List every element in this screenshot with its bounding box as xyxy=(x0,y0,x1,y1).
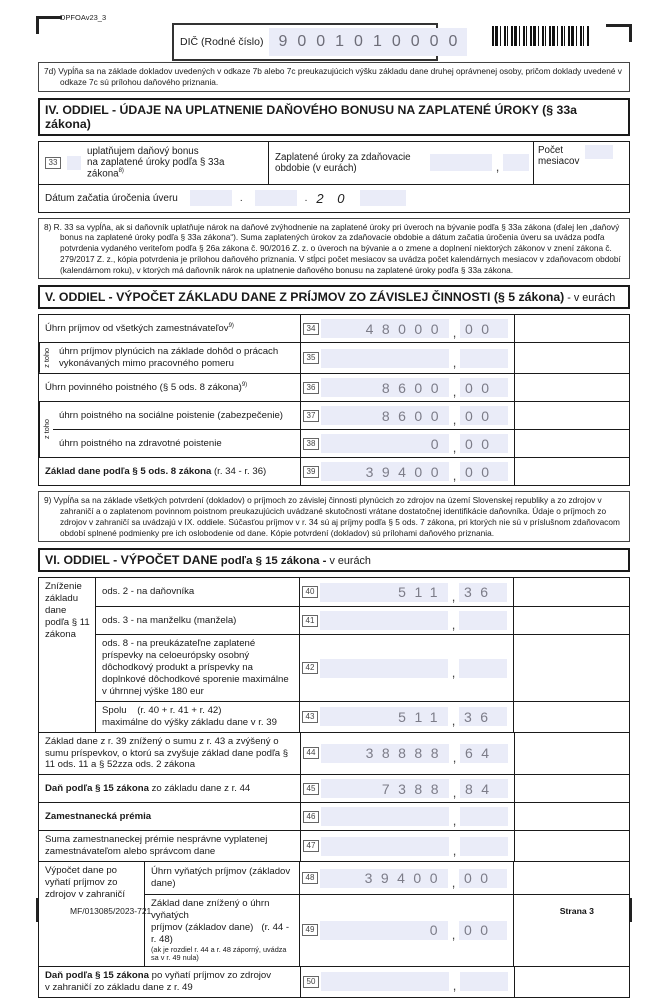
row-number-badge-50: 50 xyxy=(303,976,319,988)
row-number-badge-48: 48 xyxy=(302,872,318,884)
row-47-label-cell: Suma zamestnaneckej prémie nesprávne vyplatenej zamestnávateľom alebo správcom dane xyxy=(39,831,301,861)
decimal-comma: , xyxy=(452,468,457,484)
row-44-label-cell: Základ dane z r. 39 znížený o sumu z r. 43 a zvýšený o sumu príspevkov, o ktorú sa zvyšuje základ dane podľa § 11 ods. 11 a § 52zza ods. 2 zákona xyxy=(39,733,301,775)
decimal-comma: , xyxy=(452,325,457,341)
section6-table xyxy=(38,577,630,997)
row-36 xyxy=(39,373,629,401)
dic-value: 9001010000 xyxy=(278,33,468,50)
row-39-cent-input[interactable]: 00 xyxy=(460,462,508,481)
row-number-badge-35: 35 xyxy=(303,352,319,364)
row-45-euro-input[interactable]: 7388 xyxy=(321,779,449,798)
decimal-comma: , xyxy=(452,978,457,994)
row-35 xyxy=(39,342,629,373)
row-36-euro-input[interactable]: 8600 xyxy=(321,378,449,397)
row-43-cent-input[interactable]: 36 xyxy=(459,707,507,726)
form-version-code: DPFOAv23_3 xyxy=(60,13,107,22)
bonus-checkbox[interactable] xyxy=(67,156,81,170)
row-42 xyxy=(96,634,629,700)
row-number-badge-45: 45 xyxy=(303,783,319,795)
form-body xyxy=(38,62,630,998)
row-48-cent-input[interactable]: 00 xyxy=(459,869,507,888)
months-count-cell xyxy=(534,142,629,184)
row-39 xyxy=(39,457,629,485)
note-7d-text: 7d) Vypĺňa sa na základe dokladov uvedených v odkaze 7b alebo 7c preukazujúcich výšku základu dane druhej oprávnenej osoby, pričom doklady uvedené v odkaze 7c sú prílohou daňového priznania. xyxy=(44,66,622,87)
section6-header: VI. ODDIEL - VÝPOČET DANE podľa § 15 zákona - v eurách xyxy=(38,548,630,572)
row-number-badge-41: 41 xyxy=(302,615,318,627)
paid-interest-cell xyxy=(269,142,534,184)
ztoho-label: z toho xyxy=(39,402,53,457)
paid-interest-cent-input[interactable] xyxy=(503,154,529,171)
decimal-comma: , xyxy=(452,749,457,765)
row-41 xyxy=(96,606,629,634)
corner-mark-top-right xyxy=(606,24,632,42)
row-39-label-cell: Základ dane podľa § 5 ods. 8 zákona (r. 34 - r. 36) xyxy=(39,458,301,485)
row-number-badge-36: 36 xyxy=(303,382,319,394)
decimal-comma: , xyxy=(451,874,456,890)
row-46-cent-input[interactable] xyxy=(460,807,508,826)
row-39-euro-input[interactable]: 39400 xyxy=(321,462,449,481)
row-48-label-cell: Úhrn vyňatých príjmov (základov dane) xyxy=(145,862,300,894)
note-9 xyxy=(38,491,630,542)
row-number-badge-44: 44 xyxy=(303,747,319,759)
row-49-label-cell: Základ dane znížený o úhrn vyňatých príjmov (základov dane) (r. 44 - r. 48) (ak je rozdiel r. 44 a r. 48 záporný, uvádza sa v r. 49 nula) xyxy=(145,895,300,966)
row-38-cent-input[interactable]: 00 xyxy=(460,434,508,453)
row-46-spare-cell xyxy=(514,803,629,830)
loan-date-year-input[interactable] xyxy=(360,190,406,206)
row-48-euro-input[interactable]: 39400 xyxy=(320,869,448,888)
row-40-cent-input[interactable]: 36 xyxy=(459,583,507,602)
ministry-form-number: MF/013085/2023-721 xyxy=(70,906,152,916)
row-43-label-cell: Spolu (r. 40 + r. 41 + r. 42) maximálne do výšky základu dane v r. 39 xyxy=(96,702,300,732)
months-count-label: Počet mesiacov xyxy=(538,144,580,167)
row-37-euro-input[interactable]: 8600 xyxy=(321,406,449,425)
section5-title-suffix: - v eurách xyxy=(564,292,616,305)
footnote-ref-9: 9) xyxy=(241,381,248,388)
decimal-comma: , xyxy=(451,664,456,680)
row-34-label-cell: Úhrn príjmov od všetkých zamestnávateľov$^{9)}$ xyxy=(39,315,301,342)
decimal-comma: , xyxy=(452,842,457,858)
row-number-badge-33: 33 xyxy=(45,157,61,169)
dic-box xyxy=(172,23,468,61)
note-8 xyxy=(38,218,630,280)
row-36-cent-input[interactable]: 00 xyxy=(460,378,508,397)
row-43 xyxy=(96,701,629,732)
group-label-s11: Zníženie základu dane podľa § 11 zákona xyxy=(39,578,96,731)
decimal-comma: , xyxy=(495,159,500,175)
row-37-label-cell: úhrn poistného na sociálne poistenie (zabezpečenie) xyxy=(53,402,301,429)
row-45-spare-cell xyxy=(514,775,629,802)
date-separator: . xyxy=(239,192,243,204)
row-41-label-cell: ods. 3 - na manželku (manžela) xyxy=(96,607,300,634)
row-50-spare-cell xyxy=(514,967,629,997)
row-46-euro-input[interactable] xyxy=(321,807,449,826)
paid-interest-euro-input[interactable] xyxy=(430,154,492,171)
note-9-text: 9) Vypĺňa sa na základe všetkých potvrdení (dokladov) o príjmoch zo závislej činnosti plynúcich zo zdrojov na území Slovenskej republiky a zo zdrojov v zahraničí a o zaplatenom povinnom poistnom preukazujúcich uvádzané skutočnosti vrátane dostatočnej identifikácie daňovníka. Údaje o príjmoch zo zdrojov v zahraničí sa uvádzajú v IX. oddiele. Súčasťou príjmov v r. 34 sú aj príjmy podľa § 5 ods. 7 zákona, pri ktorých nie sú v príslušnom zdaňovacom období splnené podmienky pre ich oslobodenie od dane. Kópie potvrdení (dokladov) sú prílohami daňového priznania. xyxy=(44,495,620,538)
row-44-cent-input[interactable]: 64 xyxy=(460,744,508,763)
note-8-text: 8) R. 33 sa vypĺňa, ak si daňovník uplatňuje nárok na daňové zvýhodnenie na zaplatené úroky pri úveroch na bývanie podľa § 33a zákona (ďalej len „daňový bonus na zaplatené úroky podľa § 33a zákona“). Suma zaplatených úrokov za zdaňovacie obdobie a dátum začatia úročenia úveru sa uvádza podľa potvrdenia vydaného veriteľom podľa § 26a zákona č. 90/2016 Z. z. o úveroch na bývanie a o zmene a doplnení niektorých zákonov v znení zákona č. 279/2017 Z. z., kópia potvrdenia je prílohou daňového priznania. V stĺpci počet mesiacov sa uvádza počet kalendárnych mesiacov v zdaňovacom období (kalendárnom roku), v ktorých má daňovník nárok na uplatnenie daňového bonusu na zaplatené úroky podľa § 33a zákona. xyxy=(44,221,621,275)
row-37-spare-cell xyxy=(514,402,629,429)
row-number-badge-47: 47 xyxy=(303,840,319,852)
row-33 xyxy=(39,142,629,184)
page-number: Strana 3 xyxy=(559,906,594,916)
row-47-spare-cell xyxy=(514,831,629,861)
row-number-badge-40: 40 xyxy=(302,586,318,598)
row-48-spare-cell xyxy=(513,862,629,894)
row-number-badge-38: 38 xyxy=(303,438,319,450)
row-45 xyxy=(39,774,629,802)
dic-input[interactable] xyxy=(269,28,467,56)
footnote-ref-8: 8) xyxy=(118,167,124,174)
row-34-spare-cell xyxy=(514,315,629,342)
row-49-small-note: (ak je rozdiel r. 44 a r. 48 záporný, uvádza sa v r. 49 nula) xyxy=(151,944,287,963)
dic-label: DIČ (Rodné číslo) xyxy=(180,36,264,48)
row-46-label-cell: Zamestnanecká prémia xyxy=(39,803,301,830)
row-44-spare-cell xyxy=(514,733,629,775)
row-number-badge-43: 43 xyxy=(302,711,318,723)
row-38 xyxy=(53,429,629,457)
year-century-prefix: 2 0 xyxy=(316,190,350,206)
paid-interest-label: Zaplatené úroky za zdaňovacie obdobie (v eurách) xyxy=(275,151,411,174)
loan-date-day-input[interactable] xyxy=(190,190,232,206)
rows-37-38-group xyxy=(39,401,629,457)
row-35-cent-input[interactable] xyxy=(460,349,508,368)
row-47-cent-input[interactable] xyxy=(460,837,508,856)
footnote-ref-9: 9) xyxy=(228,322,234,329)
row-35-spare-cell xyxy=(514,343,629,373)
row-49-euro-input[interactable]: 0 xyxy=(320,921,448,940)
decimal-comma: , xyxy=(452,440,457,456)
decimal-comma: , xyxy=(452,785,457,801)
decimal-comma: , xyxy=(452,412,457,428)
row-50 xyxy=(39,966,629,997)
row-number-badge-39: 39 xyxy=(303,466,319,478)
row-34-euro-input[interactable]: 48000 xyxy=(321,319,449,338)
note-7d xyxy=(38,62,630,92)
loan-start-date-row xyxy=(39,184,629,212)
row-38-euro-input[interactable]: 0 xyxy=(321,434,449,453)
row-50-cent-input[interactable] xyxy=(460,972,508,991)
row-37 xyxy=(53,402,629,429)
row-34-cent-input[interactable]: 00 xyxy=(460,319,508,338)
decimal-comma: , xyxy=(451,926,456,942)
section6-title: VI. ODDIEL - VÝPOČET DANE xyxy=(45,553,218,568)
row-36-label-cell: Úhrn povinného poistného (§ 5 ods. 8 zákona)$^{9)}$ xyxy=(39,374,301,401)
decimal-comma: , xyxy=(451,713,456,729)
loan-start-date-label: Dátum začatia úročenia úveru xyxy=(45,192,178,204)
row-44-euro-input[interactable]: 38888 xyxy=(321,744,449,763)
row-41-spare-cell xyxy=(513,607,629,634)
section5-title: V. ODDIEL - VÝPOČET ZÁKLADU DANE Z PRÍJMOV ZO ZÁVISLEJ ČINNOSTI (§ 5 zákona) xyxy=(45,290,565,305)
date-separator: . xyxy=(304,192,308,204)
row-40 xyxy=(96,578,629,606)
row-42-label-cell: ods. 8 - na preukázateľne zaplatené príspevky na celoeurópsky osobný dôchodkový produkt a príspevky na doplnkové dôchodkové sporenie maximálne v úhrnnej výške 180 eur xyxy=(96,635,300,700)
row-39-spare-cell xyxy=(514,458,629,485)
section4-table xyxy=(38,141,630,213)
decimal-comma: , xyxy=(452,813,457,829)
row-50-label-cell: Daň podľa § 15 zákona po vyňatí príjmov zo zdrojov v zahraničí zo základu dane z r. 49 xyxy=(39,967,301,997)
row-35-label-cell: úhrn príjmov plynúcich na základe dohôd o prácach vykonávaných mimo pracovného pomeru xyxy=(53,343,301,373)
decimal-comma: , xyxy=(451,617,456,633)
row-42-euro-input[interactable] xyxy=(320,659,448,678)
row-49-cent-input[interactable]: 00 xyxy=(459,921,507,940)
ztoho-label: z toho xyxy=(39,343,53,373)
section4-header: IV. ODDIEL - ÚDAJE NA UPLATNENIE DAŇOVÉHO BONUSU NA ZAPLATENÉ ÚROKY (§ 33a zákona) xyxy=(38,98,630,136)
row-number-badge-46: 46 xyxy=(303,811,319,823)
decimal-comma: , xyxy=(451,588,456,604)
row-41-cent-input[interactable] xyxy=(459,611,507,630)
row-number-badge-49: 49 xyxy=(302,924,318,936)
row-40-spare-cell xyxy=(513,578,629,606)
row-number-badge-42: 42 xyxy=(302,662,318,674)
row-40-euro-input[interactable]: 511 xyxy=(320,583,448,602)
row-43-euro-input[interactable]: 511 xyxy=(320,707,448,726)
row-37-cent-input[interactable]: 00 xyxy=(460,406,508,425)
row-41-euro-input[interactable] xyxy=(320,611,448,630)
rows-40-43-group xyxy=(39,578,629,731)
row-36-spare-cell xyxy=(514,374,629,401)
section5-header xyxy=(38,285,630,309)
row-40-label-cell: ods. 2 - na daňovníka xyxy=(96,578,300,606)
row-42-spare-cell xyxy=(513,635,629,700)
row-34 xyxy=(39,315,629,342)
months-count-input[interactable] xyxy=(585,145,613,159)
barcode xyxy=(492,26,590,46)
row-45-label-cell: Daň podľa § 15 zákona zo základu dane z r. 44 xyxy=(39,775,301,802)
decimal-comma: , xyxy=(452,354,457,370)
row-33-label: uplatňujem daňový bonus na zaplatené úroky podľa § 33a zákona$^{8)}$ xyxy=(87,145,225,180)
row-50-euro-input[interactable] xyxy=(321,972,449,991)
group-label-vynatie: Výpočet dane po vyňatí príjmov zo zdrojov v zahraničí xyxy=(39,862,145,966)
row-45-cent-input[interactable]: 84 xyxy=(460,779,508,798)
row-43-spare-cell xyxy=(513,702,629,732)
row-33-claim-cell xyxy=(39,142,269,184)
decimal-comma: , xyxy=(452,384,457,400)
row-47 xyxy=(39,830,629,861)
row-38-label-cell: úhrn poistného na zdravotné poistenie xyxy=(53,430,301,457)
corner-mark-top-left xyxy=(36,16,62,34)
row-number-badge-34: 34 xyxy=(303,323,319,335)
row-38-spare-cell xyxy=(514,430,629,457)
row-42-cent-input[interactable] xyxy=(459,659,507,678)
section5-table xyxy=(38,314,630,486)
row-48 xyxy=(145,862,629,894)
row-44 xyxy=(39,732,629,775)
row-47-euro-input[interactable] xyxy=(321,837,449,856)
row-35-euro-input[interactable] xyxy=(321,349,449,368)
row-49 xyxy=(145,894,629,966)
row-46 xyxy=(39,802,629,830)
row-number-badge-37: 37 xyxy=(303,410,319,422)
loan-date-month-input[interactable] xyxy=(255,190,297,206)
